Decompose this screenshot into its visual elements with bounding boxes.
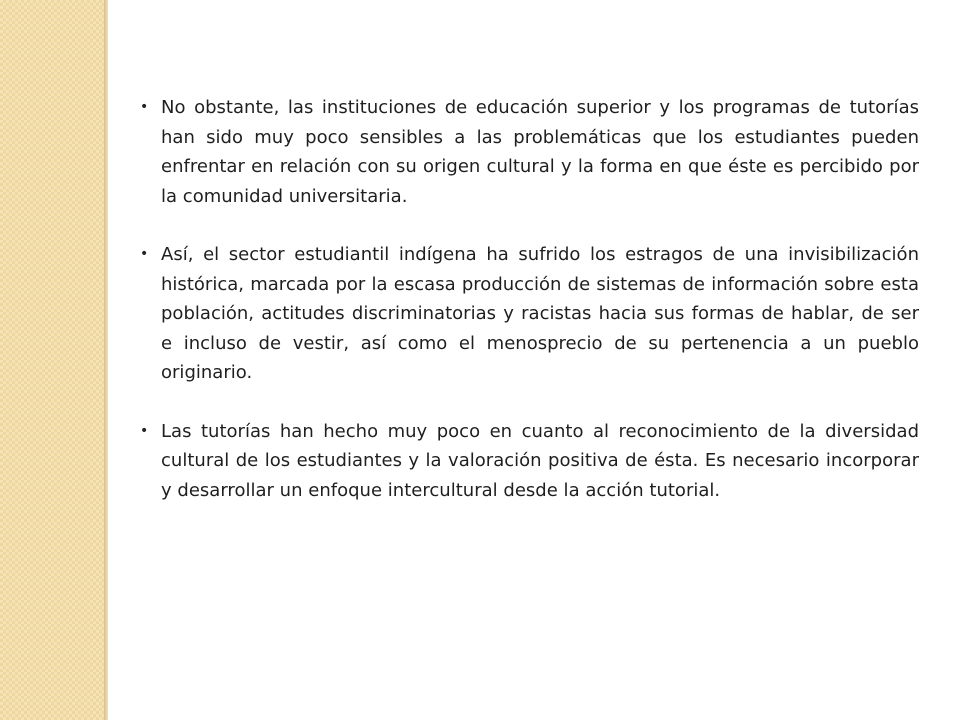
bullet-dot-icon: •: [140, 246, 149, 262]
bullet-text: Las tutorías han hecho muy poco en cuanto al reconocimiento de la diversidad cultural de los estudiantes y la valoración positiva de ésta. Es necesario incorporar y desarrollar un enfoque intercultural desde la acción tutorial.: [161, 420, 919, 501]
bullet-text: Así, el sector estudiantil indígena ha sufrido los estragos de una invisibilización histórica, marcada por la escasa producción de sistemas de información sobre esta población, actitudes discriminatorias y racistas hacia sus formas de hablar, de ser e incluso de vestir, así como el menosprecio de su pertenencia a un pueblo originario.: [161, 244, 919, 383]
decorative-side-band: [0, 0, 104, 720]
bullet-text: No obstante, las instituciones de educación superior y los programas de tutorías han sido muy poco sensibles a las problemáticas que los estudiantes pueden enfrentar en relación con su origen cultural y la forma en que éste es percibido por la comunidad universitaria.: [161, 97, 919, 207]
side-band-edge: [104, 0, 108, 720]
bullet-dot-icon: •: [140, 422, 149, 439]
bullet-item: [140, 417, 919, 506]
slide-body: [140, 93, 919, 534]
bullet-item: [140, 93, 919, 211]
bullet-item: [140, 240, 919, 388]
bullet-dot-icon: •: [140, 99, 149, 115]
